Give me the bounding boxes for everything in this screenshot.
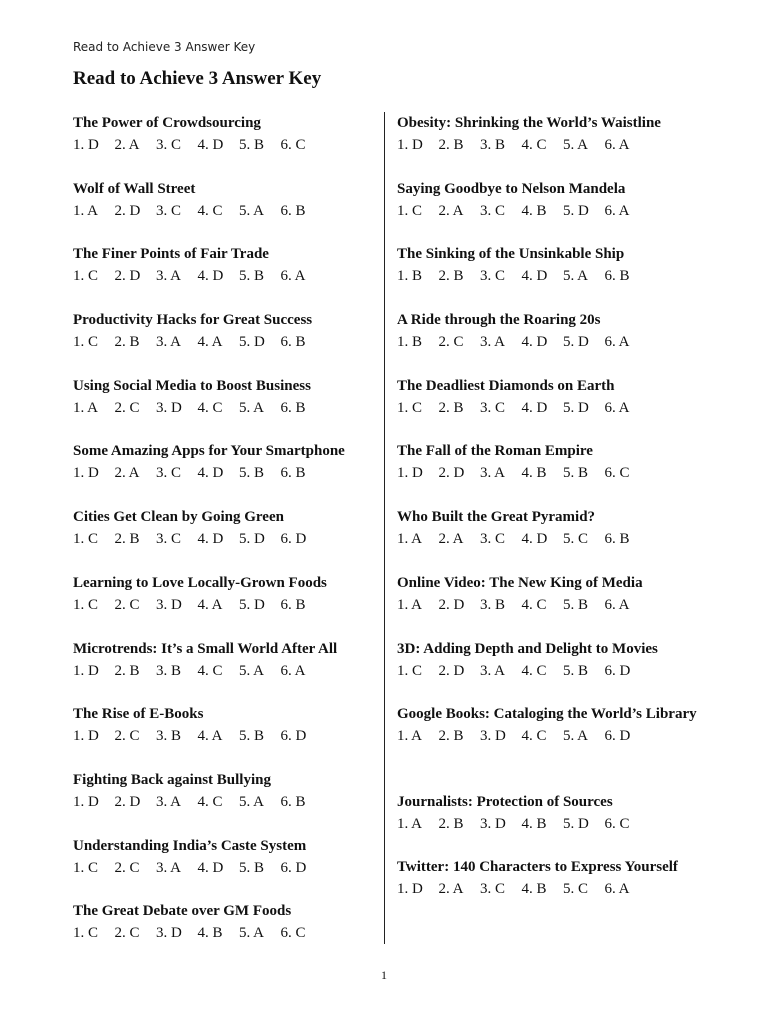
answer-row [73,528,383,550]
answer-item: 5. D [563,334,589,351]
answer-item: 4. C [521,728,547,745]
answer-row [73,462,383,484]
answer-item: 6. B [280,596,306,613]
page-number: 1 [381,968,387,982]
answer-item: 4. D [197,268,224,285]
answer-item: 3. C [480,202,506,219]
answer-row [73,594,383,616]
answer-item: 1. C [73,334,99,351]
answer-row [73,265,383,287]
answer-entry [73,309,383,375]
answer-row [397,594,707,616]
answer-item: 6. A [604,137,630,153]
answer-item: 2. C [114,596,140,613]
answer-item: 6. B [280,465,306,482]
answer-item: 1. B [397,334,423,351]
answer-item: 4. B [197,925,223,942]
answer-entry [397,856,707,922]
answer-item: 4. B [521,815,547,832]
answer-item: 1. C [73,859,99,876]
answer-item: 5. D [563,815,589,832]
answer-row [73,725,383,747]
answer-item: 6. D [280,728,307,745]
answer-item: 4. C [521,596,547,613]
answer-entry [73,769,383,835]
answer-item: 6. C [280,137,306,153]
answer-entry [73,506,383,572]
article-title: Twitter: 140 Characters to Express Yourself [397,859,678,876]
answer-item: 1. D [73,465,99,482]
article-title: Google Books: Cataloging the World’s Library [397,706,697,723]
answer-item: 5. B [239,728,265,745]
answer-item: 5. D [563,399,589,416]
answer-item: 4. D [521,268,548,285]
column-divider [384,112,385,944]
answer-entry [73,375,383,441]
answer-item: 2. D [114,202,141,219]
answer-item: 2. A [438,531,464,548]
answer-item: 5. C [563,881,589,898]
article-title: Understanding India’s Caste System [73,837,307,854]
answer-item: 5. A [239,925,265,942]
answer-item: 4. C [197,399,223,416]
answer-item: 1. D [73,662,99,679]
answer-row [397,134,707,156]
article-title: The Deadliest Diamonds on Earth [397,377,615,394]
answer-item: 1. A [397,531,423,548]
answer-item: 2. A [438,202,464,219]
answer-item: 1. D [397,881,423,898]
answer-entry [397,309,707,375]
article-title: Saying Goodbye to Nelson Mandela [397,180,626,197]
answer-item: 2. D [438,596,465,613]
answer-item: 5. D [239,596,265,613]
answer-entry [73,178,383,244]
article-title: 3D: Adding Depth and Delight to Movies [397,640,658,657]
article-title: The Great Debate over GM Foods [73,903,292,920]
answer-item: 2. B [438,815,464,832]
answer-item: 2. B [114,531,140,548]
answer-row [397,813,707,835]
answer-item: 1. A [397,815,423,832]
answer-row [397,528,707,550]
answer-item: 3. B [480,137,506,153]
answer-item: 5. B [239,268,265,285]
answer-item: 5. D [563,202,589,219]
answer-entry [397,572,707,638]
answer-item: 3. C [480,399,506,416]
answer-item: 3. A [480,334,506,351]
answer-item: 4. D [521,334,548,351]
answer-item: 2. D [114,793,141,810]
answer-item: 3. A [156,793,182,810]
answer-item: 4. A [197,596,223,613]
answer-entry [397,178,707,244]
article-title: Journalists: Protection of Sources [397,793,613,810]
article-title: Using Social Media to Boost Business [73,377,311,394]
answer-item: 2. D [114,268,141,285]
answer-item: 3. C [156,531,182,548]
answer-item: 1. D [73,137,99,153]
running-header: Read to Achieve 3 Answer Key [73,40,256,54]
answer-item: 3. D [156,399,182,416]
answer-row [73,791,383,813]
answer-item: 5. B [563,465,589,482]
answer-item: 4. B [521,202,547,219]
answer-item: 2. B [438,728,464,745]
answer-item: 6. B [280,202,306,219]
answer-item: 3. A [480,662,506,679]
answer-entry [73,572,383,638]
answer-item: 5. A [563,137,589,153]
answer-item: 3. B [156,728,182,745]
answer-row [397,725,707,747]
answer-item: 1. D [73,793,99,810]
answer-item: 1. C [397,202,423,219]
answer-item: 1. C [397,662,423,679]
answer-item: 1. C [73,596,99,613]
article-title: Learning to Love Locally-Grown Foods [73,574,327,591]
answer-item: 6. A [280,662,306,679]
right-answer-column [397,112,707,922]
answer-item: 6. D [280,859,307,876]
answer-item: 1. A [73,399,99,416]
answer-item: 3. C [156,465,182,482]
answer-item: 2. C [114,399,140,416]
answer-item: 4. C [197,202,223,219]
answer-item: 3. A [156,334,182,351]
answer-item: 3. B [156,662,182,679]
answer-item: 4. D [521,399,548,416]
answer-item: 3. D [156,596,182,613]
answer-item: 4. D [197,465,224,482]
answer-item: 6. A [280,268,306,285]
answer-entry [397,638,707,704]
article-title: Online Video: The New King of Media [397,574,643,591]
answer-row [397,265,707,287]
article-title: Productivity Hacks for Great Success [73,312,313,329]
answer-item: 4. C [521,662,547,679]
answer-item: 4. A [197,728,223,745]
answer-entry [73,900,383,966]
answer-item: 3. D [480,728,506,745]
article-title: The Power of Crowdsourcing [73,115,261,131]
answer-row [397,660,707,682]
article-title: The Finer Points of Fair Trade [73,246,269,263]
answer-item: 5. D [239,531,265,548]
answer-item: 6. B [280,334,306,351]
article-title: Microtrends: It’s a Small World After All [73,640,338,657]
answer-row [73,331,383,353]
article-title: The Fall of the Roman Empire [397,443,593,460]
answer-item: 1. A [397,596,423,613]
answer-item: 5. B [239,137,265,153]
answer-item: 3. A [480,465,506,482]
answer-item: 2. D [438,465,465,482]
answer-item: 3. C [156,137,182,153]
answer-item: 4. D [197,859,224,876]
answer-item: 6. A [604,334,630,351]
article-title: Cities Get Clean by Going Green [73,509,284,526]
answer-item: 4. C [521,137,547,153]
answer-item: 2. C [114,859,140,876]
answer-item: 4. C [197,793,223,810]
answer-entry [73,835,383,901]
answer-item: 5. D [239,334,265,351]
answer-item: 2. A [114,137,140,153]
answer-item: 3. C [480,531,506,548]
answer-item: 6. B [280,793,306,810]
answer-item: 6. D [604,662,631,679]
answer-item: 6. B [604,531,630,548]
answer-row [397,397,707,419]
article-title: The Rise of E-Books [73,706,204,723]
answer-item: 5. B [563,596,589,613]
answer-item: 5. C [563,531,589,548]
answer-entry [73,638,383,704]
answer-item: 6. A [604,202,630,219]
article-title: Fighting Back against Bullying [73,771,271,788]
answer-item: 1. D [73,728,99,745]
answer-entry [397,703,707,791]
answer-item: 1. A [397,728,423,745]
article-title: The Sinking of the Unsinkable Ship [397,246,625,263]
left-answer-column [73,112,383,966]
answer-item: 2. B [438,137,464,153]
answer-item: 1. C [73,925,99,942]
answer-item: 6. A [604,399,630,416]
answer-item: 6. B [604,268,630,285]
article-title: Some Amazing Apps for Your Smartphone [73,443,345,460]
answer-row [397,462,707,484]
answer-item: 5. B [563,662,589,679]
answer-item: 3. D [480,815,506,832]
answer-entry [73,112,383,178]
answer-item: 2. B [114,662,140,679]
answer-item: 1. D [397,137,423,153]
answer-item: 6. A [604,881,630,898]
answer-item: 5. A [239,202,265,219]
answer-entry [73,703,383,769]
answer-entry [397,112,707,178]
article-title: Obesity: Shrinking the World’s Waistline [397,115,661,131]
answer-item: 6. C [280,925,306,942]
answer-item: 3. A [156,859,182,876]
answer-item: 5. A [239,399,265,416]
answer-item: 5. A [239,662,265,679]
answer-item: 2. A [438,881,464,898]
answer-item: 5. A [563,728,589,745]
answer-entry [397,791,707,857]
answer-item: 1. A [73,202,99,219]
article-title: Who Built the Great Pyramid? [397,509,596,526]
answer-item: 1. C [73,531,99,548]
answer-item: 6. D [604,728,631,745]
answer-item: 1. B [397,268,423,285]
answer-item: 4. D [197,531,224,548]
answer-item: 3. C [480,268,506,285]
answer-entry [73,440,383,506]
answer-item: 2. B [438,399,464,416]
answer-item: 6. C [604,815,630,832]
answer-item: 2. C [114,728,140,745]
answer-item: 2. C [114,925,140,942]
answer-entry [73,243,383,309]
answer-row [73,857,383,879]
answer-item: 6. D [280,531,307,548]
answer-entry [397,243,707,309]
answer-item: 3. C [480,881,506,898]
answer-item: 4. B [521,465,547,482]
answer-item: 4. A [197,334,223,351]
answer-item: 5. B [239,859,265,876]
answer-item: 4. D [521,531,548,548]
answer-entry [397,506,707,572]
answer-item: 4. B [521,881,547,898]
answer-item: 6. B [280,399,306,416]
answer-item: 1. C [73,268,99,285]
answer-row [73,660,383,682]
answer-item: 3. D [156,925,182,942]
answer-item: 2. C [438,334,464,351]
answer-item: 3. A [156,268,182,285]
answer-entry [397,375,707,441]
answer-item: 5. A [563,268,589,285]
answer-item: 1. D [397,465,423,482]
answer-item: 5. B [239,465,265,482]
page-title: Read to Achieve 3 Answer Key [73,68,322,89]
answer-row [397,200,707,222]
answer-item: 5. A [239,793,265,810]
answer-item: 4. C [197,662,223,679]
answer-row [397,878,707,900]
answer-item: 2. A [114,465,140,482]
answer-item: 3. C [156,202,182,219]
article-title: A Ride through the Roaring 20s [397,312,601,329]
answer-item: 4. D [197,137,224,153]
answer-row [73,922,383,944]
answer-entry [397,440,707,506]
answer-row [73,134,383,156]
answer-item: 1. C [397,399,423,416]
answer-row [397,331,707,353]
answer-item: 6. A [604,596,630,613]
answer-item: 2. B [114,334,140,351]
answer-row [73,200,383,222]
answer-item: 3. B [480,596,506,613]
article-title: Wolf of Wall Street [73,180,196,197]
answer-item: 2. B [438,268,464,285]
answer-row [73,397,383,419]
answer-item: 2. D [438,662,465,679]
answer-item: 6. C [604,465,630,482]
